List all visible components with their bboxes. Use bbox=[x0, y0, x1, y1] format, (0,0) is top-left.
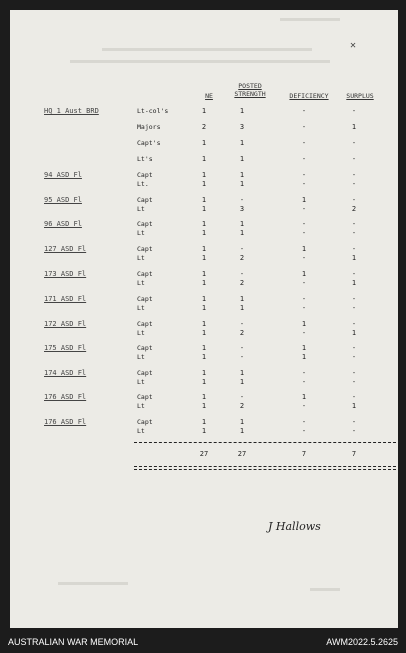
deficiency-cell: - bbox=[301, 171, 307, 179]
table-row bbox=[10, 418, 398, 440]
rank-cell: Capt bbox=[137, 245, 153, 253]
surplus-cell: - bbox=[351, 378, 357, 386]
totals-rule bbox=[134, 442, 396, 443]
surplus-cell: - bbox=[351, 220, 357, 228]
table-row bbox=[10, 171, 398, 193]
table-row bbox=[10, 270, 398, 292]
ne-cell: 1 bbox=[201, 418, 207, 426]
posted-cell: 1 bbox=[239, 139, 245, 147]
deficiency-cell: - bbox=[301, 329, 307, 337]
rank-cell: Capt bbox=[137, 393, 153, 401]
total-posted: 27 bbox=[237, 450, 247, 458]
surplus-cell: - bbox=[351, 139, 357, 147]
surplus-cell: 2 bbox=[351, 205, 357, 213]
ne-cell: 1 bbox=[201, 320, 207, 328]
footer-accession: AWM2022.5.2625 bbox=[326, 637, 398, 647]
posted-cell: 1 bbox=[239, 369, 245, 377]
surplus-cell: - bbox=[351, 171, 357, 179]
table-row bbox=[10, 295, 398, 317]
deficiency-cell: - bbox=[301, 139, 307, 147]
ne-cell: 1 bbox=[201, 378, 207, 386]
column-header-posted-strength: POSTED STRENGTH bbox=[234, 82, 266, 98]
rank-cell: Capt bbox=[137, 344, 153, 352]
surplus-cell: - bbox=[351, 229, 357, 237]
surplus-cell: - bbox=[351, 320, 357, 328]
deficiency-cell: - bbox=[301, 418, 307, 426]
surplus-cell: - bbox=[351, 344, 357, 352]
ne-cell: 1 bbox=[201, 205, 207, 213]
deficiency-cell: - bbox=[301, 427, 307, 435]
surplus-cell: - bbox=[351, 270, 357, 278]
unit-name: 95 ASD Fl bbox=[44, 196, 82, 204]
surplus-cell: - bbox=[351, 107, 357, 115]
ne-cell: 1 bbox=[201, 180, 207, 188]
rank-cell: Lt. bbox=[137, 180, 149, 188]
faded-stamp bbox=[58, 582, 128, 585]
deficiency-cell: - bbox=[301, 220, 307, 228]
posted-cell: - bbox=[239, 270, 245, 278]
surplus-cell: 1 bbox=[351, 329, 357, 337]
rank-cell: Lt bbox=[137, 254, 145, 262]
signature: J Hallows bbox=[268, 520, 321, 533]
deficiency-cell: - bbox=[301, 205, 307, 213]
posted-cell: 1 bbox=[239, 171, 245, 179]
faded-heading-line bbox=[102, 48, 312, 51]
deficiency-cell: - bbox=[301, 304, 307, 312]
rank-cell: Capt's bbox=[137, 139, 161, 147]
unit-name: 172 ASD Fl bbox=[44, 320, 87, 328]
rank-cell: Lt bbox=[137, 279, 145, 287]
surplus-cell: 1 bbox=[351, 402, 357, 410]
posted-cell: 2 bbox=[239, 402, 245, 410]
ne-cell: 1 bbox=[201, 139, 207, 147]
unit-name: 176 ASD Fl bbox=[44, 393, 87, 401]
ne-cell: 1 bbox=[201, 196, 207, 204]
posted-cell: 3 bbox=[239, 123, 245, 131]
unit-name: HQ 1 Aust BRD bbox=[44, 107, 99, 115]
deficiency-cell: - bbox=[301, 123, 307, 131]
double-rule bbox=[134, 466, 396, 467]
faded-heading-line bbox=[280, 18, 340, 21]
rank-cell: Lt bbox=[137, 205, 145, 213]
ne-cell: 1 bbox=[201, 393, 207, 401]
surplus-cell: - bbox=[351, 155, 357, 163]
unit-name: 175 ASD Fl bbox=[44, 344, 87, 352]
deficiency-cell: 1 bbox=[301, 245, 307, 253]
posted-cell: 2 bbox=[239, 279, 245, 287]
posted-cell: - bbox=[239, 245, 245, 253]
deficiency-cell: - bbox=[301, 378, 307, 386]
column-header-surplus: SURPLUS bbox=[346, 92, 374, 100]
deficiency-cell: - bbox=[301, 107, 307, 115]
surplus-cell: - bbox=[351, 418, 357, 426]
posted-cell: 1 bbox=[239, 295, 245, 303]
unit-name: 174 ASD Fl bbox=[44, 369, 87, 377]
table-row bbox=[10, 245, 398, 267]
deficiency-cell: - bbox=[301, 155, 307, 163]
posted-cell: - bbox=[239, 393, 245, 401]
document-page bbox=[10, 10, 398, 628]
posted-cell: 2 bbox=[239, 329, 245, 337]
unit-name: 176 ASD Fl bbox=[44, 418, 87, 426]
ne-cell: 1 bbox=[201, 295, 207, 303]
ne-cell: 1 bbox=[201, 369, 207, 377]
table-row bbox=[10, 196, 398, 218]
ne-cell: 1 bbox=[201, 171, 207, 179]
column-header-deficiency: DEFICIENCY bbox=[289, 92, 329, 100]
rank-cell: Capt bbox=[137, 220, 153, 228]
posted-cell: 1 bbox=[239, 220, 245, 228]
deficiency-cell: 1 bbox=[301, 270, 307, 278]
rank-cell: Lt's bbox=[137, 155, 153, 163]
rank-cell: Lt bbox=[137, 402, 145, 410]
ne-cell: 1 bbox=[201, 304, 207, 312]
posted-cell: 1 bbox=[239, 304, 245, 312]
rank-cell: Capt bbox=[137, 171, 153, 179]
surplus-cell: - bbox=[351, 304, 357, 312]
posted-cell: 1 bbox=[239, 229, 245, 237]
footer-bar bbox=[0, 628, 406, 653]
surplus-cell: - bbox=[351, 196, 357, 204]
deficiency-cell: - bbox=[301, 402, 307, 410]
rank-cell: Capt bbox=[137, 418, 153, 426]
rank-cell: Capt bbox=[137, 320, 153, 328]
rank-cell: Lt bbox=[137, 353, 145, 361]
ne-cell: 1 bbox=[201, 245, 207, 253]
deficiency-cell: 1 bbox=[301, 344, 307, 352]
ne-cell: 1 bbox=[201, 270, 207, 278]
column-header-ne: NE bbox=[205, 92, 213, 100]
ne-cell: 1 bbox=[201, 353, 207, 361]
rank-cell: Lt bbox=[137, 378, 145, 386]
total-deficiency: 7 bbox=[301, 450, 307, 458]
deficiency-cell: - bbox=[301, 229, 307, 237]
table-row bbox=[10, 344, 398, 366]
surplus-cell: 1 bbox=[351, 279, 357, 287]
posted-cell: - bbox=[239, 320, 245, 328]
posted-cell: 1 bbox=[239, 427, 245, 435]
posted-cell: - bbox=[239, 353, 245, 361]
rank-cell: Lt bbox=[137, 427, 145, 435]
rank-cell: Lt bbox=[137, 329, 145, 337]
deficiency-cell: 1 bbox=[301, 196, 307, 204]
surplus-cell: - bbox=[351, 427, 357, 435]
table-row bbox=[10, 369, 398, 391]
hole-punch-mark: ✕ bbox=[350, 40, 357, 51]
rank-cell: Lt bbox=[137, 304, 145, 312]
surplus-cell: - bbox=[351, 353, 357, 361]
deficiency-cell: - bbox=[301, 279, 307, 287]
deficiency-cell: 1 bbox=[301, 393, 307, 401]
deficiency-cell: - bbox=[301, 254, 307, 262]
posted-cell: - bbox=[239, 344, 245, 352]
posted-cell: 1 bbox=[239, 155, 245, 163]
deficiency-cell: - bbox=[301, 295, 307, 303]
ne-cell: 1 bbox=[201, 402, 207, 410]
posted-cell: 1 bbox=[239, 107, 245, 115]
faded-stamp bbox=[310, 588, 340, 591]
unit-name: 173 ASD Fl bbox=[44, 270, 87, 278]
posted-cell: 3 bbox=[239, 205, 245, 213]
surplus-cell: - bbox=[351, 295, 357, 303]
table-row bbox=[10, 320, 398, 342]
footer-source: AUSTRALIAN WAR MEMORIAL bbox=[8, 637, 139, 647]
ne-cell: 1 bbox=[201, 254, 207, 262]
ne-cell: 1 bbox=[201, 107, 207, 115]
total-ne: 27 bbox=[199, 450, 209, 458]
surplus-cell: - bbox=[351, 393, 357, 401]
posted-cell: - bbox=[239, 196, 245, 204]
table-row bbox=[10, 220, 398, 242]
unit-name: 127 ASD Fl bbox=[44, 245, 87, 253]
posted-cell: 1 bbox=[239, 180, 245, 188]
deficiency-cell: 1 bbox=[301, 353, 307, 361]
surplus-cell: 1 bbox=[351, 123, 357, 131]
surplus-cell: - bbox=[351, 369, 357, 377]
ne-cell: 1 bbox=[201, 427, 207, 435]
table-row bbox=[10, 393, 398, 415]
unit-name: 171 ASD Fl bbox=[44, 295, 87, 303]
surplus-cell: - bbox=[351, 245, 357, 253]
ne-cell: 1 bbox=[201, 279, 207, 287]
surplus-cell: 1 bbox=[351, 254, 357, 262]
rank-cell: Capt bbox=[137, 270, 153, 278]
posted-cell: 1 bbox=[239, 418, 245, 426]
posted-cell: 2 bbox=[239, 254, 245, 262]
rank-cell: Lt-col's bbox=[137, 107, 169, 115]
deficiency-cell: - bbox=[301, 180, 307, 188]
rank-cell: Capt bbox=[137, 369, 153, 377]
ne-cell: 1 bbox=[201, 220, 207, 228]
ne-cell: 1 bbox=[201, 329, 207, 337]
ne-cell: 1 bbox=[201, 344, 207, 352]
unit-name: 96 ASD Fl bbox=[44, 220, 82, 228]
ne-cell: 1 bbox=[201, 155, 207, 163]
deficiency-cell: 1 bbox=[301, 320, 307, 328]
deficiency-cell: - bbox=[301, 369, 307, 377]
total-surplus: 7 bbox=[351, 450, 357, 458]
ne-cell: 2 bbox=[201, 123, 207, 131]
surplus-cell: - bbox=[351, 180, 357, 188]
ne-cell: 1 bbox=[201, 229, 207, 237]
rank-cell: Lt bbox=[137, 229, 145, 237]
posted-cell: 1 bbox=[239, 378, 245, 386]
table-row bbox=[10, 107, 398, 163]
unit-name: 94 ASD Fl bbox=[44, 171, 82, 179]
double-rule bbox=[134, 469, 396, 470]
rank-cell: Capt bbox=[137, 295, 153, 303]
rank-cell: Capt bbox=[137, 196, 153, 204]
faded-heading-line bbox=[70, 60, 330, 63]
rank-cell: Majors bbox=[137, 123, 161, 131]
